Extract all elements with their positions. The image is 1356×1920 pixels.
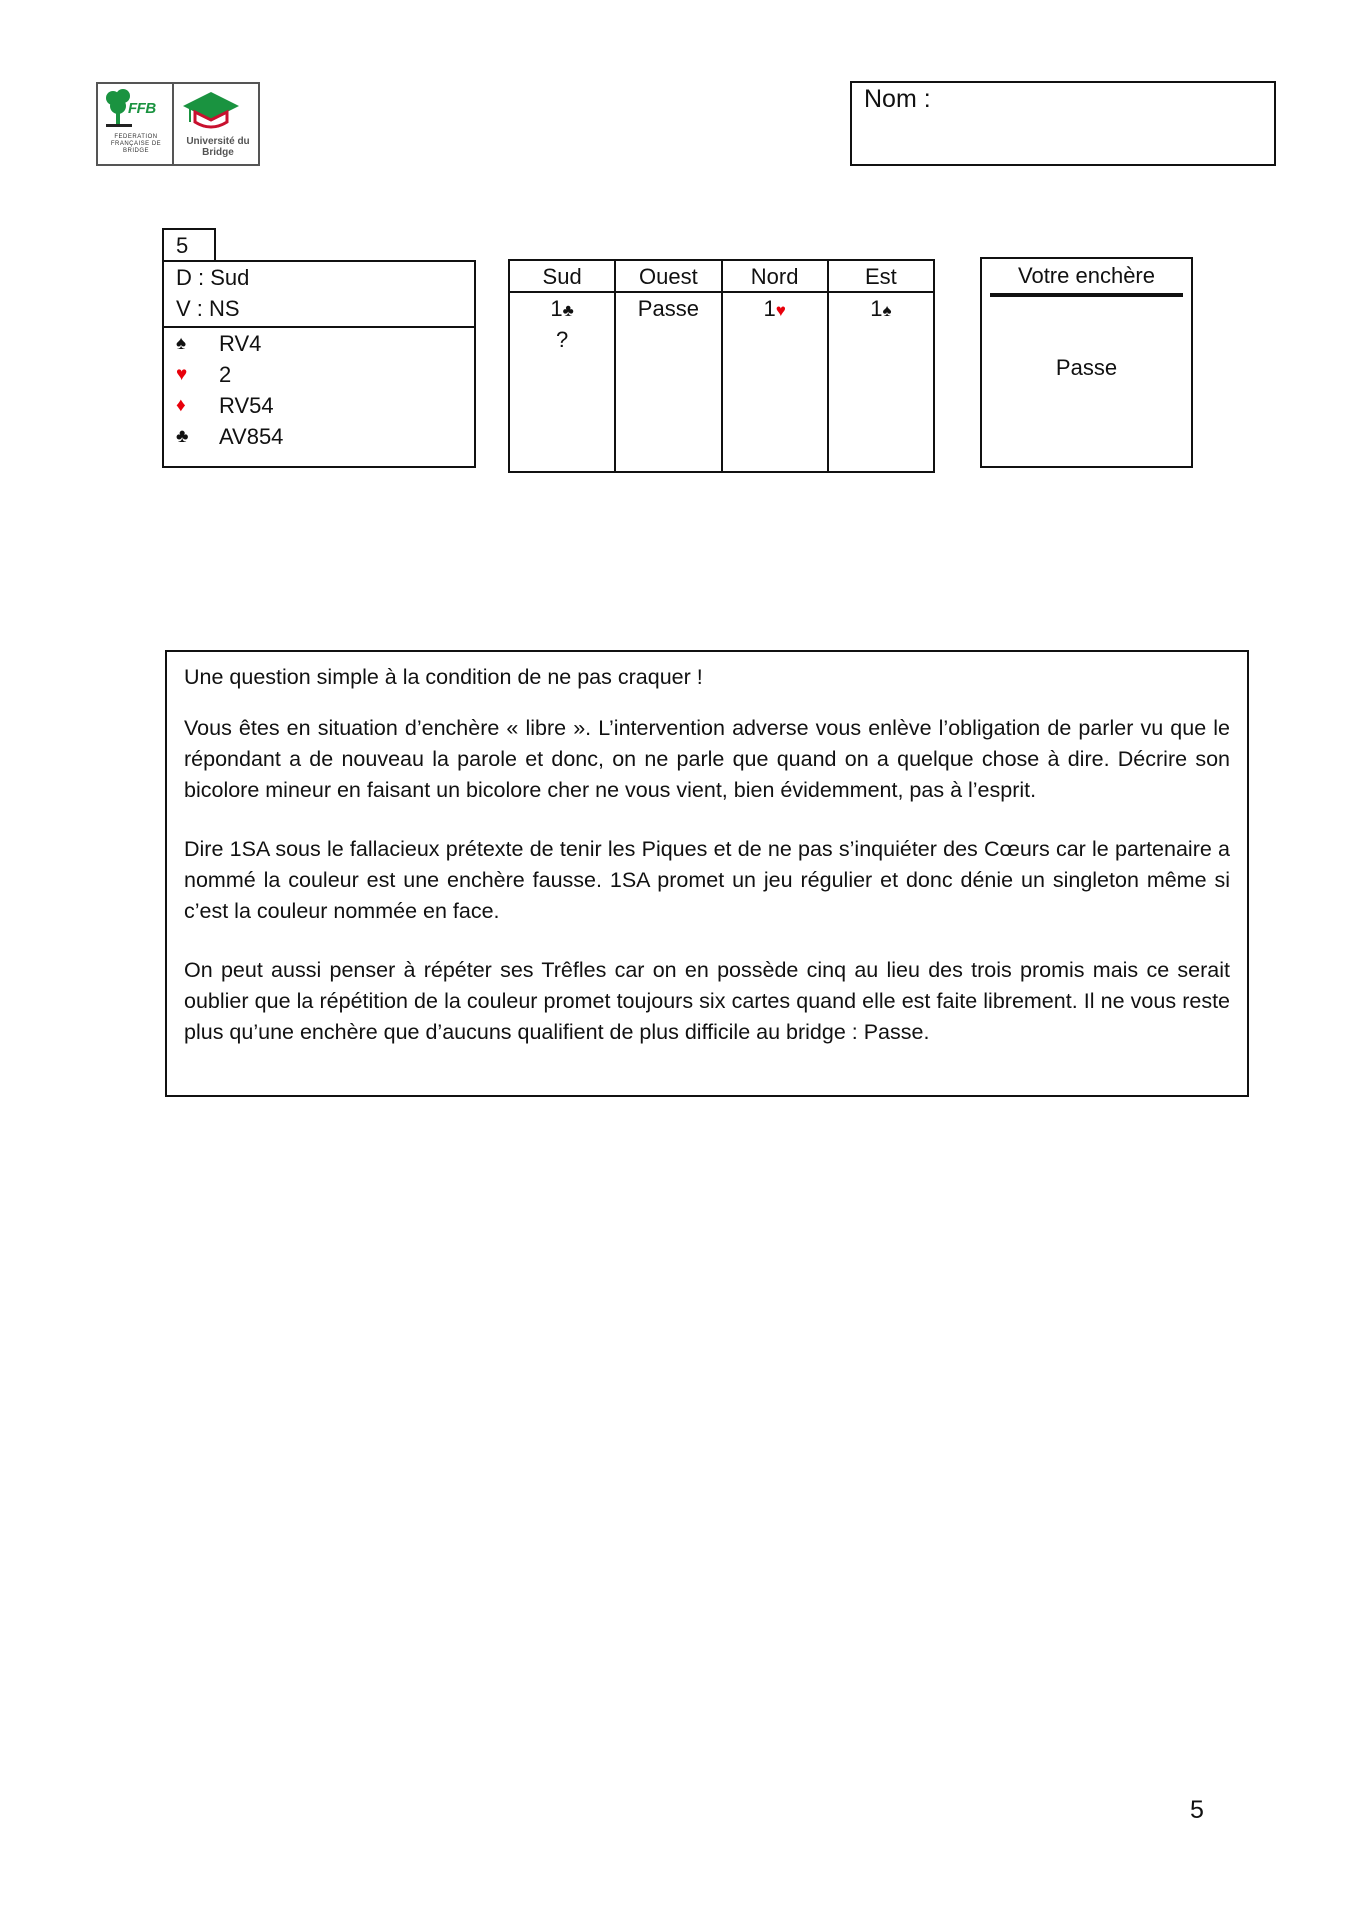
club-icon: ♣ (176, 425, 189, 447)
club-icon: ♣ (562, 301, 574, 320)
deal-info (164, 262, 474, 328)
vulnerability-label: V : NS (176, 296, 240, 321)
bidding-table (508, 259, 935, 473)
bid-header-est: Est (829, 261, 933, 293)
your-bid-answer: Passe (1055, 355, 1118, 380)
suit-row-diamonds (164, 390, 474, 421)
suit-row-clubs (164, 421, 474, 452)
bid-header-nord: Nord (723, 261, 827, 293)
bid-column-nord (723, 261, 829, 471)
hand-box (162, 260, 476, 468)
ffb-logo (96, 82, 260, 166)
bid-level: 1 (870, 296, 883, 321)
your-bid-title: Votre enchère (990, 259, 1183, 297)
bid-header-sud: Sud (510, 261, 614, 293)
bid-nord-1 (763, 293, 785, 324)
page-number: 5 (1190, 1796, 1204, 1824)
cards-diamonds: RV54 (219, 392, 274, 418)
cards-spades: RV4 (219, 330, 262, 356)
bid-column-est (829, 261, 933, 471)
deal-number: 5 (162, 228, 216, 262)
bid-level: 1 (550, 296, 563, 321)
heart-icon: ♥ (775, 301, 786, 320)
spade-icon: ♠ (882, 301, 892, 320)
spade-icon: ♠ (176, 332, 187, 354)
dealer-label: D : Sud (176, 265, 250, 290)
heart-icon: ♥ (176, 363, 188, 385)
ffb-subtitle: FEDERATION FRANÇAISE DE BRIDGE (110, 134, 162, 154)
diamond-icon: ♦ (176, 394, 186, 416)
explanation-box (165, 650, 1249, 1097)
your-bid-box (980, 257, 1193, 468)
bid-ouest-1: Passe (637, 296, 699, 321)
explanation-paragraph-2: Dire 1SA sous le fallacieux prétexte de tenir les Piques et de ne pas s’inquiéter des Cœurs car le partenaire a nommé la couleur est une enchère fausse. 1SA promet un jeu régulier et donc dénie un singleton même si c’est la couleur nommée en face. (184, 837, 1230, 923)
graduation-cap-icon (181, 90, 241, 134)
suit-row-hearts (164, 359, 474, 390)
explanation-paragraph-1: Vous êtes en situation d’enchère « libre ». L’intervention adverse vous enlève l’obligation de parler vu que le répondant a de nouveau la parole et donc, on ne parle que quand on a quelque chose à dire. Décrire son bicolore mineur en faisant un bicolore cher ne vous vient, bien évidemment, pas à l’esprit. (184, 716, 1230, 802)
bid-level: 1 (763, 296, 776, 321)
name-label: Nom : (864, 85, 931, 113)
ffb-logo-part (98, 84, 174, 164)
suit-row-spades (164, 328, 474, 359)
bid-est-1 (870, 293, 891, 324)
ffb-text: FFB (128, 100, 156, 117)
bid-column-ouest (616, 261, 722, 471)
cards-hearts: 2 (219, 361, 232, 387)
cards-clubs: AV854 (219, 423, 284, 449)
bid-sud-1 (550, 293, 573, 324)
name-field[interactable] (850, 81, 1276, 166)
bid-sud-2: ? (556, 327, 569, 352)
universite-text: Université du Bridge (186, 136, 250, 158)
bid-header-ouest: Ouest (616, 261, 720, 293)
universite-logo-part (174, 84, 258, 164)
explanation-intro: Une question simple à la condition de ne pas craquer ! (184, 665, 703, 689)
explanation-paragraph-3: On peut aussi penser à répéter ses Trêfles car on en possède cinq au lieu des trois promis mais ce serait oublier que la répétition de la couleur promet toujours six cartes quand elle est faite librement. Il ne vous reste plus qu’une enchère que d’aucuns qualifient de plus difficile au bridge : Passe. (184, 958, 1230, 1044)
bid-column-sud (510, 261, 616, 471)
